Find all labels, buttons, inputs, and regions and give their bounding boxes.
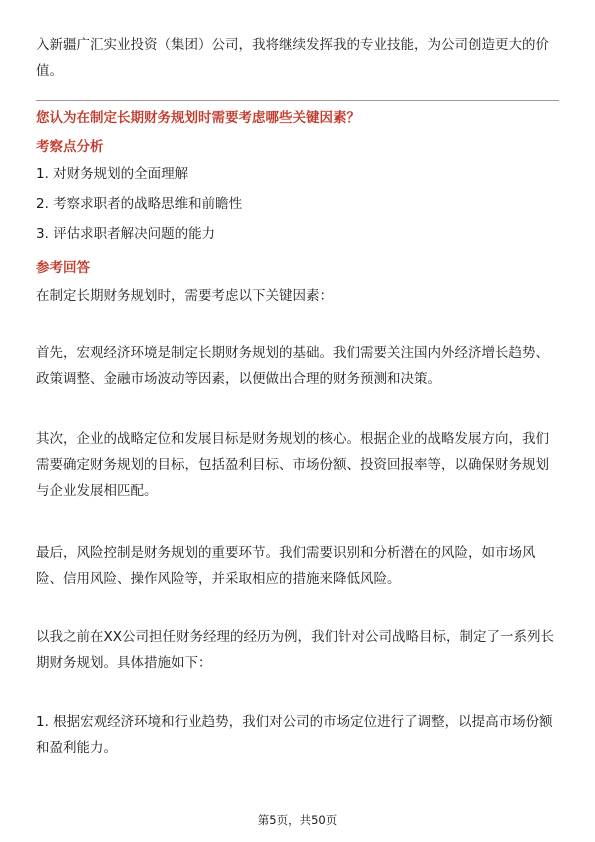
intro-paragraph: 入新疆广汇实业投资（集团）公司，我将继续发挥我的专业技能，为公司创造更大的价值。 <box>36 37 549 79</box>
analysis-item-2: 2. 考察求职者的战略思维和前瞻性 <box>36 196 243 212</box>
analysis-item-1: 1. 对财务规划的全面理解 <box>36 166 189 182</box>
answer-paragraph-3: 其次，企业的战略定位和发展目标是财务规划的核心。根据企业的战略发展方向，我们需要确定财务规划的目标，包括盈利目标、市场份额、投资回报率等，以确保财务规划与企业发展相匹配。 <box>36 431 549 499</box>
analysis-section-title: 考察点分析 <box>36 139 104 155</box>
answer-section-title: 参考回答 <box>36 260 90 276</box>
answer-paragraph-6: 1. 根据宏观经济环境和行业趋势，我们对公司的市场定位进行了调整，以提高市场份额和盈利能力。 <box>36 714 553 756</box>
question-heading: 您认为在制定长期财务规划时需要考虑哪些关键因素？ <box>36 110 360 126</box>
page-number-footer: 第5页，共50页 <box>257 813 338 827</box>
answer-paragraph-4: 最后，风险控制是财务规划的重要环节。我们需要识别和分析潜在的风险，如市场风险、信用风险、操作风险等，并采取相应的措施来降低风险。 <box>36 545 536 587</box>
answer-paragraph-5: 以我之前在XX公司担任财务经理的经历为例，我们针对公司战略目标，制定了一系列长期财务规划。具体措施如下： <box>36 629 554 671</box>
answer-paragraph-2: 首先，宏观经济环境是制定长期财务规划的基础。我们需要关注国内外经济增长趋势、政策调整、金融市场波动等因素，以便做出合理的财务预测和决策。 <box>36 345 549 387</box>
analysis-item-3: 3. 评估求职者解决问题的能力 <box>36 226 216 242</box>
section-divider <box>36 100 559 101</box>
answer-paragraph-1: 在制定长期财务规划时，需要考虑以下关键因素： <box>36 288 333 304</box>
